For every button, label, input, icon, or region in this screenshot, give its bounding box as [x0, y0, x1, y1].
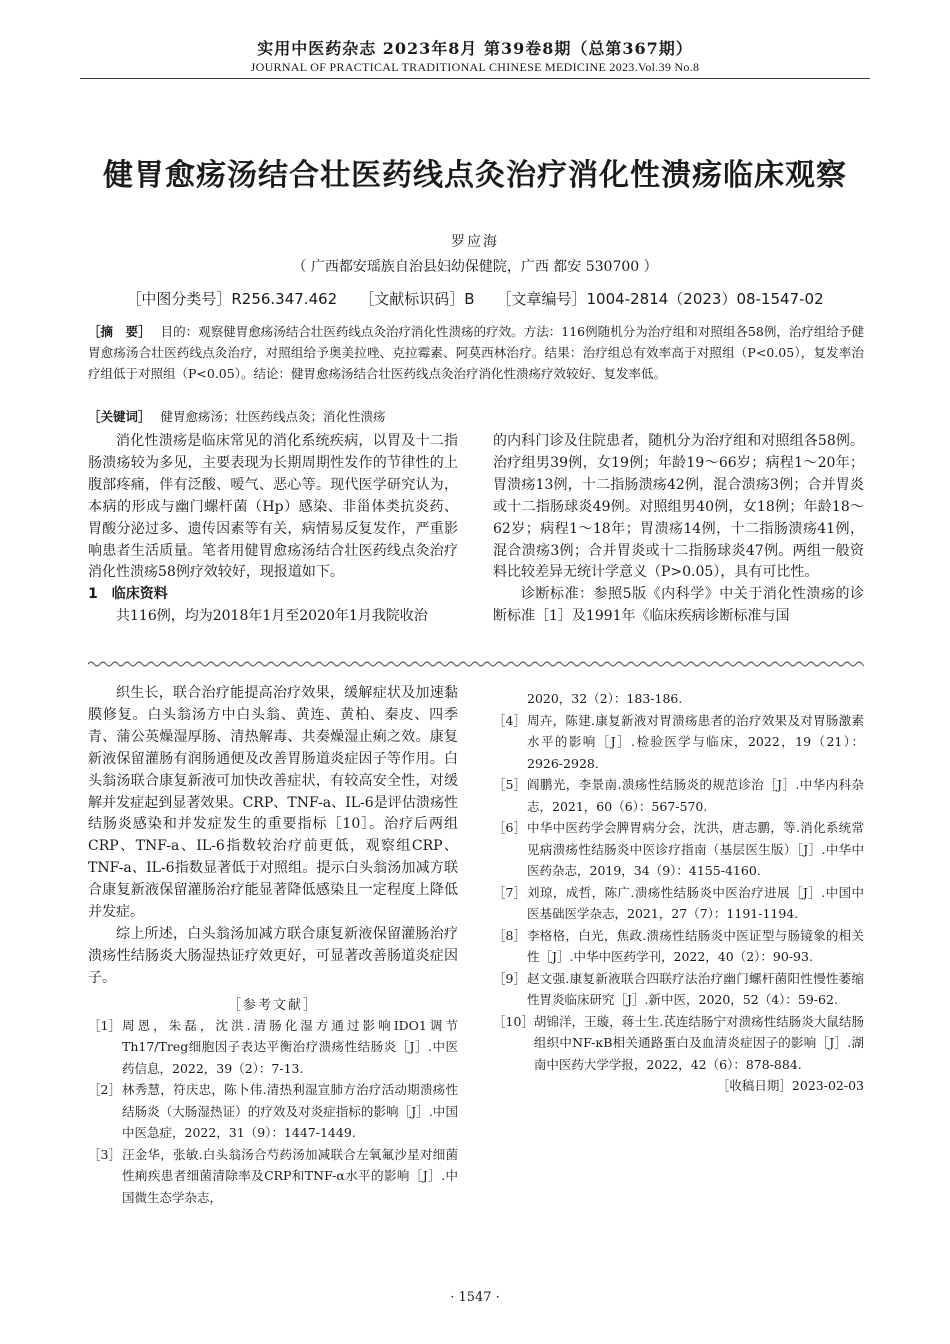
reference-text: 中华中医药学会脾胃病分会，沈洪，唐志鹏，等.消化系统常见病溃疡性结肠炎中医诊疗指南（基层医生版）［J］.中华中医药杂志，2019，34（9）：4155-4160.: [527, 820, 864, 878]
reference-text: 李格格，白光，焦政.溃疡性结肠炎中医证型与肠镜象的相关性［J］.中华中医药学刊，2022，40（2）：90-93.: [527, 927, 864, 964]
reference-text: 林秀慧，符庆忠，陈卜伟.清热利湿宣肺方治疗活动期溃疡性结肠炎（大肠湿热证）的疗效及对炎症指标的影响［J］.中国中医急症，2022，31（9）：1447-1449.: [122, 1082, 458, 1141]
right-column-bottom: [493, 688, 864, 1097]
reference-item: [88, 1079, 458, 1144]
reference-text: 周恩，朱磊，沈洪.清肠化湿方通过影响IDO1调节Th17/Treg细胞因子表达平衡治疗溃疡性结肠炎［J］.中医药信息，2022，39（2）：7-13.: [122, 1017, 458, 1076]
reference-item: [493, 817, 864, 882]
classification-line: [0, 288, 950, 309]
reference-number: ［8］: [493, 927, 526, 943]
left-column-bottom: [88, 683, 458, 1208]
reference-text: 阎鹏光，李景南.溃疡性结肠炎的规范诊治［J］.中华内科杂志，2021，60（6）：567-570.: [527, 777, 864, 814]
reference-text: 胡锦洋，王璇，蒋士生.芪连结肠宁对溃疡性结肠炎大鼠结肠组织中NF-κB相关通路蛋白及血清炎症因子的影响［J］.湖南中医药大学学报，2022，42（6）：878-884.: [533, 1013, 864, 1072]
reference-text: 赵文强.康复新液联合四联疗法治疗幽门螺杆菌阳性慢性萎缩性胃炎临床研究［J］.新中医，2020，52（4）：59-62.: [527, 970, 864, 1007]
document-code: ［文献标识码］B: [359, 290, 475, 308]
diagnosis-paragraph: 诊断标准：参照5版《内科学》中关于消化性溃疡的诊断标准［1］及1991年《临床疾病诊断标准与国: [493, 586, 864, 625]
references-title: ［参考文献］: [227, 997, 318, 1013]
abstract-text: 目的：观察健胃愈疡汤结合壮医药线点灸治疗消化性溃疡的疗效。方法：116例随机分为治疗组和对照组各58例，治疗组给予健胃愈疡汤合壮医药线点灸治疗，对照组给予奥美拉唑、克拉霉素、阿莫西林治疗。结果：治疗组总有效率高于对照组（P<0.05），复发率治疗组低于对照组（P<0.05）。结论：健胃愈疡汤结合壮医药线点灸治疗消化性溃疡疗效较好、复发率低。: [88, 324, 864, 381]
page-number: · 1547 ·: [450, 1290, 500, 1305]
reference-item: [493, 968, 864, 1011]
article-separator-wave: [88, 657, 864, 671]
reference-continuation: 2020，32（2）：183-186.: [527, 691, 683, 706]
intro-paragraph: 消化性溃疡是临床常见的消化系统疾病，以胃及十二指肠溃疡较为多见，主要表现为长期周期性发作的节律性的上腹部疼痛，伴有泛酸、嗳气、恶心等。现代医学研究认为，本病的形成与幽门螺杆菌（Hp）感染、非甾体类抗炎药、胃酸分泌过多、遗传因素等有关，病情易反复发作，严重影响患者生活质量。笔者用健胃愈疡汤结合壮医药线点灸治疗消化性溃疡58例疗效较好，现报道如下。: [88, 433, 458, 581]
references-list-right: [493, 710, 864, 1076]
right-column-top: [493, 431, 864, 628]
reference-number: ［2］: [88, 1082, 121, 1098]
reference-number: ［5］: [493, 777, 526, 792]
classification-number: ［中图分类号］R256.347.462: [126, 290, 338, 308]
section-heading: 1 临床资料: [88, 586, 168, 603]
reference-item: [493, 710, 864, 775]
reference-item: [493, 1011, 864, 1076]
received-date: ［收稿日期］2023-02-03: [716, 1078, 864, 1093]
reference-item: [493, 774, 864, 817]
keywords-text: 健胃愈疡汤；壮医药线点灸；消化性溃疡: [160, 409, 386, 424]
reference-number: ［7］: [493, 884, 526, 900]
conclusion-paragraph: 综上所述，白头翁汤加减方联合康复新液保留灌肠治疗溃疡性结肠炎大肠湿热证疗效更好，可显著改善肠道炎症因子。: [88, 925, 458, 986]
references-list-left: [88, 1015, 458, 1209]
clinical-data-paragraph: 的内科门诊及住院患者，随机分为治疗组和对照组各58例。治疗组男39例，女19例；年龄19～66岁；病程1～20年；胃溃疡13例，十二指肠溃疡42例，混合溃疡3例；合并胃炎或十二指肠球炎49例。对照组男40例，女18例；年龄18～62岁；病程1～18年；胃溃疡14例，十二指肠溃疡41例，混合溃疡3例；合并胃炎或十二指肠球炎47例。两组一般资料比较差异无统计学意义（P>0.05），具有可比性。: [493, 433, 864, 581]
affiliation: （ 广西都安瑶族自治县妇幼保健院，广西 都安 530700 ）: [292, 259, 658, 275]
reference-text: 周卉，陈建.康复新液对胃溃疡患者的治疗效果及对胃肠激素水平的影响［J］.检验医学与临床，2022，19（21）：2926-2928.: [527, 712, 864, 771]
reference-number: ［10］: [493, 1013, 534, 1029]
keywords-label: ［关键词］: [88, 409, 151, 424]
keywords: [88, 406, 864, 427]
reference-number: ［3］: [88, 1146, 121, 1162]
article-title: 健胃愈疡汤结合壮医药线点灸治疗消化性溃疡临床观察: [103, 158, 847, 193]
reference-item: [493, 882, 864, 925]
reference-number: ［6］: [493, 820, 526, 835]
journal-header-en: JOURNAL OF PRACTICAL TRADITIONAL CHINESE MEDICINE 2023.Vol.39 No.8: [250, 60, 700, 74]
abstract-label: ［摘 要］: [88, 324, 151, 339]
journal-header-cn: 实用中医药杂志 2023年8月 第39卷8期（总第367期）: [257, 39, 693, 58]
header-divider: [80, 78, 870, 79]
left-column-top: [88, 431, 458, 628]
reference-number: ［4］: [493, 712, 526, 728]
reference-text: 汪金华，张敏.白头翁汤合芍药汤加减联合左氧氟沙星对细菌性痢疾患者细菌清除率及CRP和TNF-α水平的影响［J］.中国微生态学杂志，: [122, 1146, 458, 1205]
author: 罗应海: [451, 234, 499, 250]
discussion-paragraph: 织生长，联合治疗能提高治疗效果，缓解症状及加速黏膜修复。白头翁汤方中白头翁、黄连、黄柏、秦皮、四季青、蒲公英燥湿厚肠、清热解毒、共奏燥湿止痢之效。康复新液保留灌肠有润肠通便及改善胃肠道炎症因子等作用。白头翁汤联合康复新液可加快改善症状，有较高安全性，对缓解并发症起到显著效果。CRP、TNF-a、IL-6是评估溃疡性结肠炎感染和并发症发生的重要指标［10］。治疗后两组CRP、TNF-a、IL-6指数较治疗前更低，观察组CRP、TNF-a、IL-6指数显著低于对照组。提示白头翁汤加减方联合康复新液保留灌肠治疗能显著降低感染且一定程度上降低并发症。: [88, 685, 458, 921]
article-number: ［文章编号］1004-2814（2023）08-1547-02: [496, 290, 824, 308]
reference-text: 刘琼，成哲，陈广.溃疡性结肠炎中医治疗进展［J］.中国中医基础医学杂志，2021，27（7）：1191-1194.: [527, 884, 864, 921]
reference-number: ［9］: [493, 970, 526, 986]
section1-paragraph: 共116例，均为2018年1月至2020年1月我院收治: [116, 608, 428, 625]
reference-item: [493, 925, 864, 968]
abstract: [88, 321, 864, 384]
reference-item: [88, 1015, 458, 1080]
reference-number: ［1］: [88, 1017, 121, 1033]
reference-item: [88, 1144, 458, 1209]
